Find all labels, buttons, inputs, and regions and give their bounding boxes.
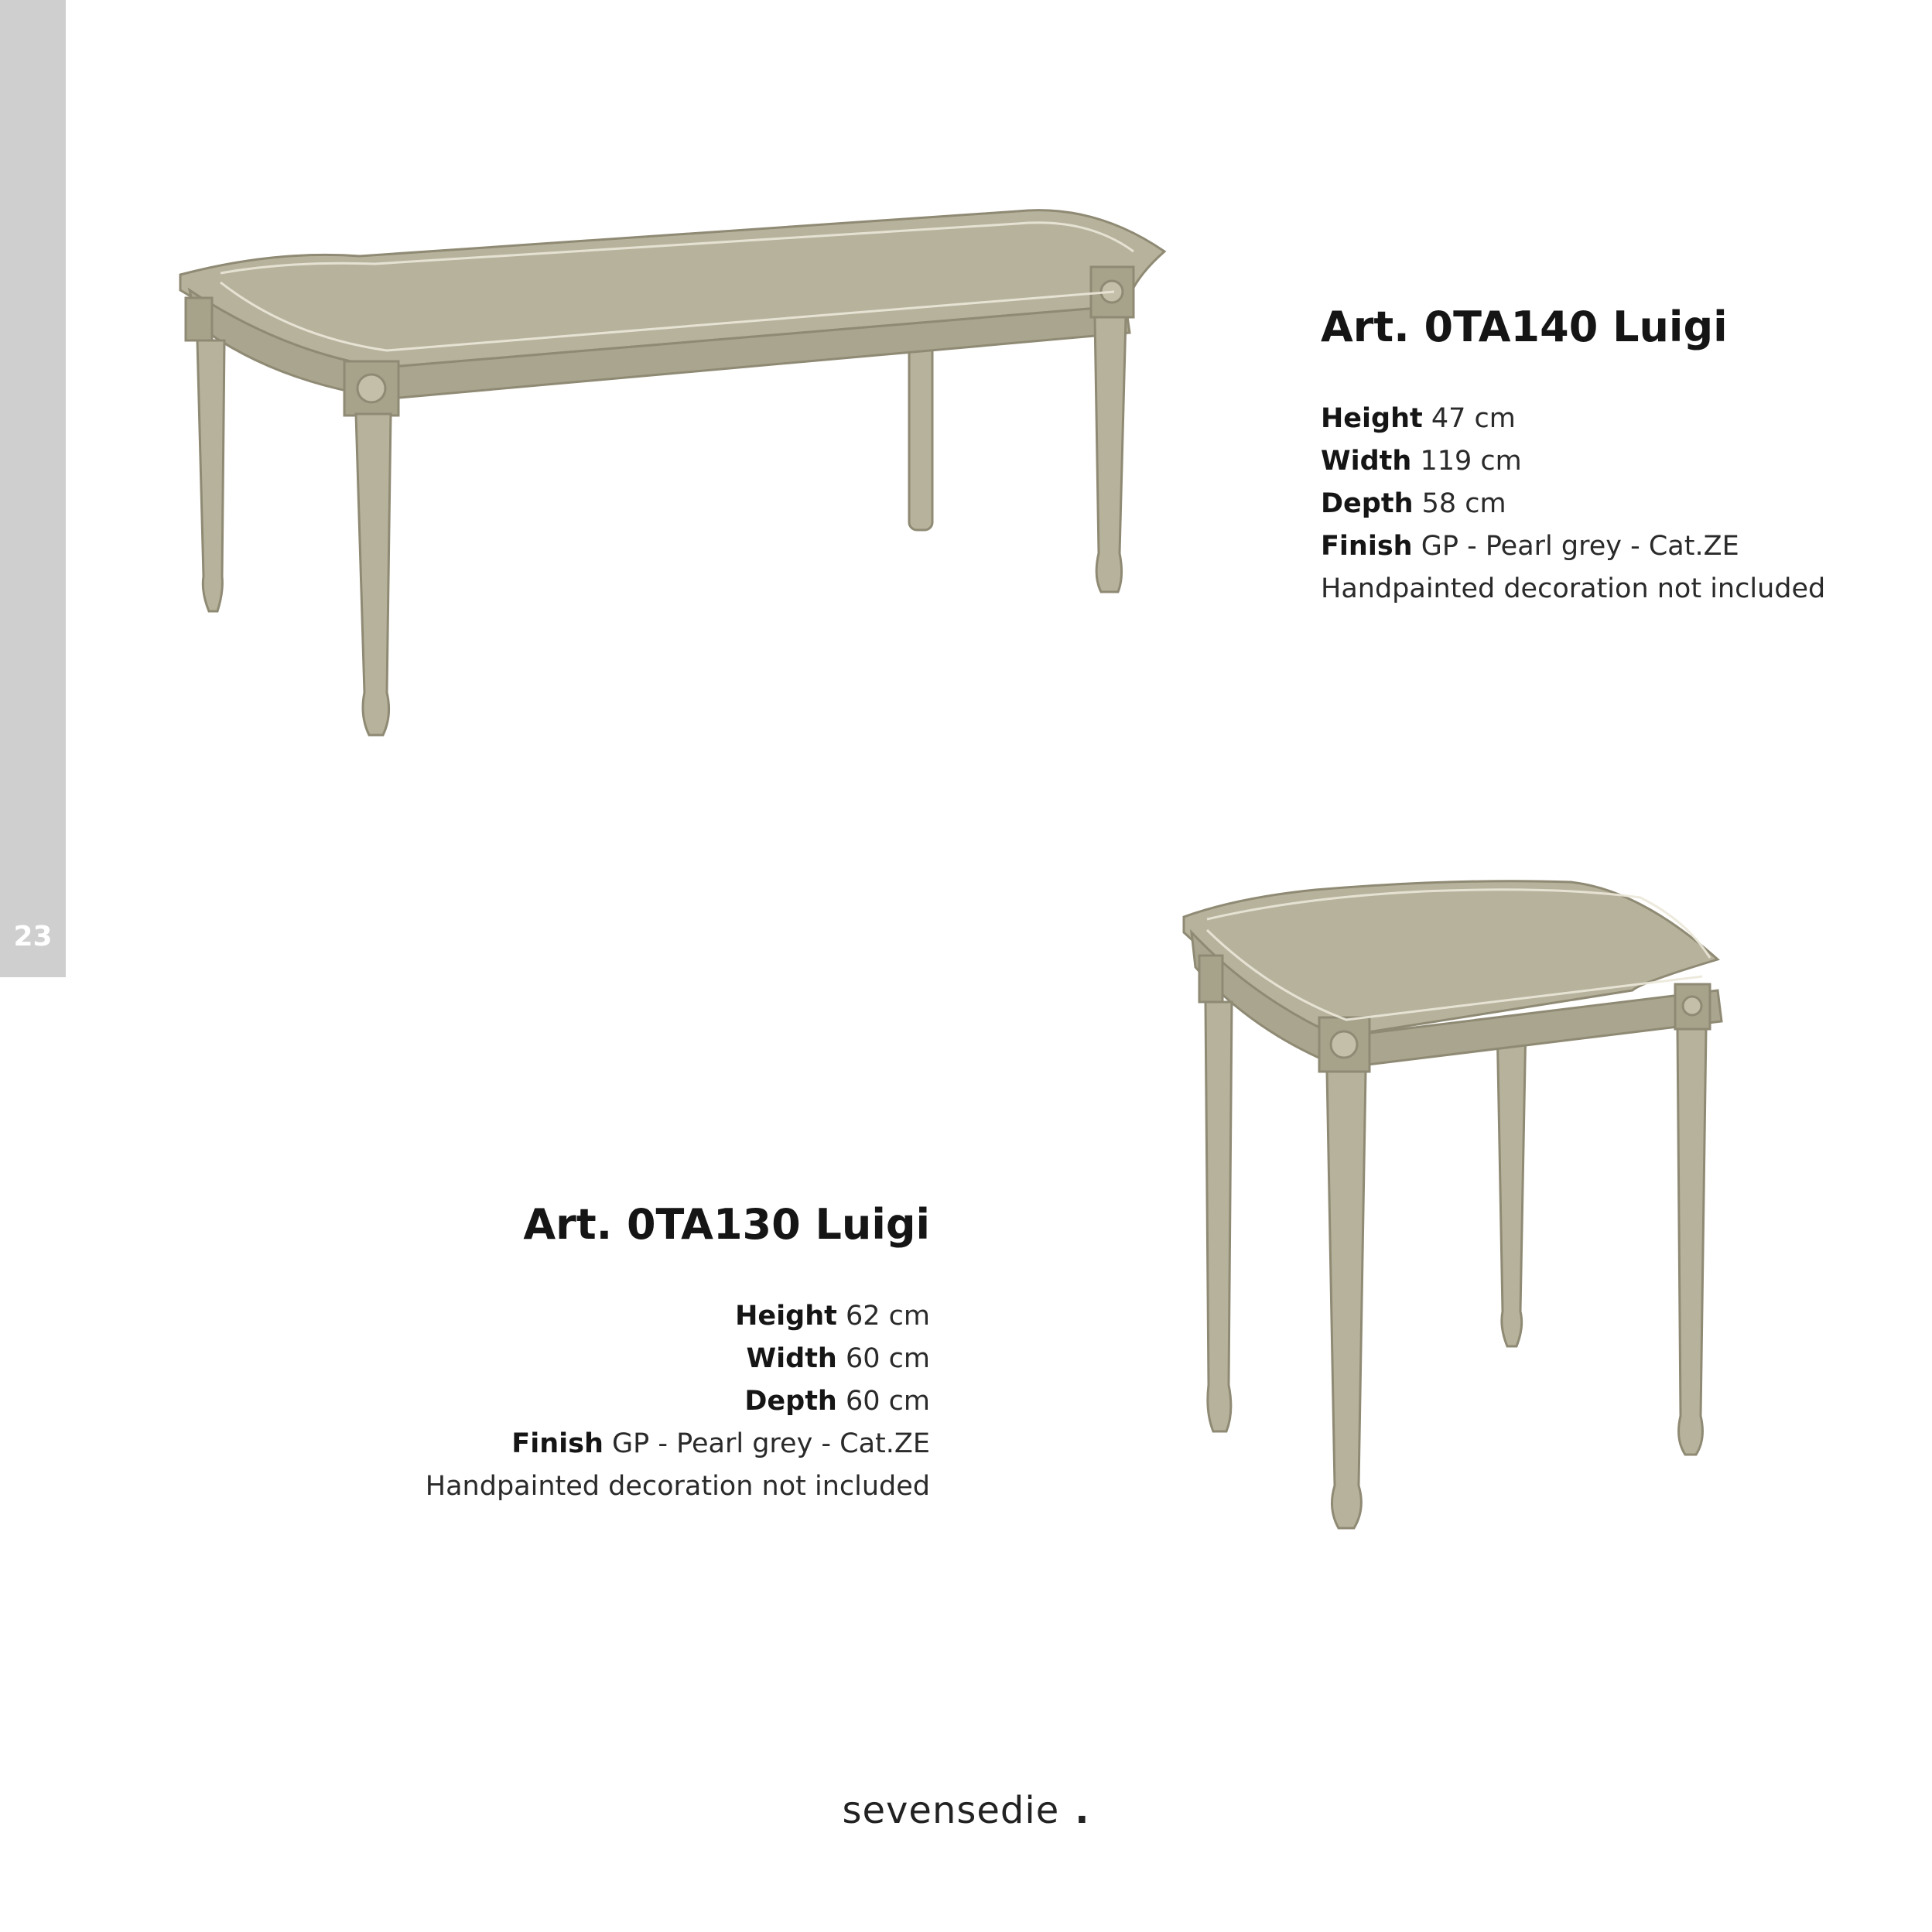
spec-value: 47 cm: [1431, 403, 1516, 434]
spec-label: Width: [746, 1343, 837, 1374]
product-title: Art. 0TA140 Luigi: [1321, 303, 1728, 351]
spec-height: [1321, 398, 1825, 440]
spec-label: Depth: [744, 1386, 837, 1417]
product-0ta140-specs: [1321, 300, 1825, 610]
brand-name: sevensedie: [842, 1789, 1060, 1832]
product-0ta130-specs: [426, 1198, 930, 1508]
spec-value: 60 cm: [846, 1343, 930, 1374]
spec-finish: [1321, 525, 1825, 568]
spec-label: Depth: [1321, 488, 1414, 519]
brand-dot: .: [1075, 1789, 1090, 1832]
spec-width: [1321, 440, 1825, 483]
spec-depth: [426, 1380, 930, 1423]
spec-label: Width: [1321, 446, 1412, 477]
spec-value: 62 cm: [846, 1301, 930, 1332]
spec-label: Height: [735, 1301, 837, 1332]
brand-logo: [0, 1789, 1932, 1832]
spec-width: [426, 1338, 930, 1380]
spec-note: Handpainted decoration not included: [1321, 573, 1826, 604]
spec-label: Finish: [511, 1428, 604, 1459]
product-title: Art. 0TA130 Luigi: [523, 1200, 930, 1249]
spec-note: Handpainted decoration not included: [425, 1471, 930, 1502]
spec-value: 60 cm: [846, 1386, 930, 1417]
spec-value: 58 cm: [1421, 488, 1506, 519]
spec-label: Finish: [1321, 531, 1413, 562]
spec-value: GP - Pearl grey - Cat.ZE: [612, 1428, 930, 1459]
spec-height: [426, 1295, 930, 1338]
page-number: 23: [13, 921, 53, 952]
spec-value: GP - Pearl grey - Cat.ZE: [1421, 531, 1739, 562]
spec-label: Height: [1321, 403, 1423, 434]
spec-finish: [426, 1423, 930, 1465]
side-table-photo: [1099, 843, 1826, 1555]
spec-depth: [1321, 483, 1825, 525]
side-tab: [0, 0, 66, 977]
coffee-table-photo: [166, 190, 1172, 762]
spec-value: 119 cm: [1420, 446, 1522, 477]
